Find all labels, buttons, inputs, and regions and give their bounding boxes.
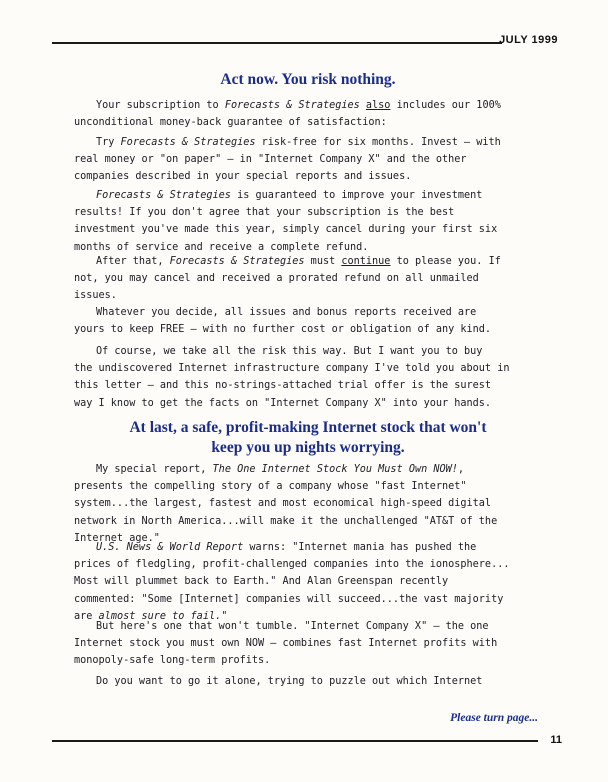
underlined-word: continue — [341, 256, 391, 267]
section1-paragraph-5: Whatever you decide, all issues and bonus reports received are yours to keep FREE — with no further cost or obligation of any kind. — [74, 307, 492, 336]
section1-paragraph-6: Of course, we take all the risk this way. But I want you to buy the undiscovered Internet infrastructure company I've told you about in this letter — and this no-strings-attached trial offer is the surest way I know to get the facts on "Internet Company X" into your hands. — [74, 346, 510, 409]
section2-paragraph-4: Do you want to go it alone, trying to puzzle out which Internet — [96, 676, 483, 687]
section1-heading: Act now. You risk nothing. — [220, 71, 396, 88]
header-rule — [52, 42, 502, 44]
issue-date: JULY 1999 — [499, 34, 558, 46]
turn-page-note: Please turn page... — [450, 712, 538, 724]
italic-title: Forecasts & Strategies — [169, 256, 305, 267]
section2-paragraph-1: My special report, The One Internet Stock You Must Own NOW!, presents the compelling story of a company whose "fast Internet" system...the largest, fastest and most economical high-speed digital network in North America...will make it the unchallenged "AT&T of the Internet age." — [74, 464, 498, 544]
italic-title: Forecasts & Strategies — [120, 137, 256, 148]
section1-paragraph-2: Try Forecasts & Strategies risk-free for six months. Invest — with real money or "on paper" — in "Internet Company X" and the other companies described in your special reports and issues. — [74, 137, 501, 183]
underlined-word: also — [365, 100, 391, 111]
italic-title: U.S. News & World Report — [96, 542, 244, 553]
section2-heading-line-1: At last, a safe, profit-making Internet stock that won't — [129, 419, 487, 436]
italic-title: The One Internet Stock You Must Own NOW! — [212, 464, 458, 475]
section2-paragraph-3: But here's one that won't tumble. "Internet Company X" — the one Internet stock you must own NOW — combines fast Internet profits with monopoly-safe long-term profits. — [74, 621, 498, 667]
section2-paragraph-2: U.S. News & World Report warns: "Internet mania has pushed the prices of fledgling, profit-challenged companies into the ionosphere... Most will plummet back to Earth." And Alan Greenspan recently commented: "Some [Internet] companies will succeed...the vast majority are almost sure to fail." — [74, 542, 510, 622]
section2-heading — [70, 418, 546, 458]
italic-title: Forecasts & Strategies — [224, 100, 360, 111]
italic-title: Forecasts & Strategies — [96, 190, 231, 201]
section1-paragraph-1: Your subscription to Forecasts & Strategies also includes our 100% unconditional money-back guarantee of satisfaction: — [74, 100, 501, 129]
section1-paragraph-4: After that, Forecasts & Strategies must continue to please you. If not, you may cancel and received a prorated refund on all unmailed issues. — [74, 256, 501, 302]
section2-heading-line-2: keep you up nights worrying. — [211, 439, 405, 456]
italic-title: almost sure to fail. — [98, 610, 222, 622]
page-number: 11 — [550, 734, 562, 746]
section1-paragraph-3: Forecasts & Strategies is guaranteed to improve your investment results! If you don't agree that your subscription is the best investment you've made this year, simply cancel during your first six months of service and receive a complete refund. — [74, 190, 498, 253]
footer-rule — [52, 740, 538, 742]
